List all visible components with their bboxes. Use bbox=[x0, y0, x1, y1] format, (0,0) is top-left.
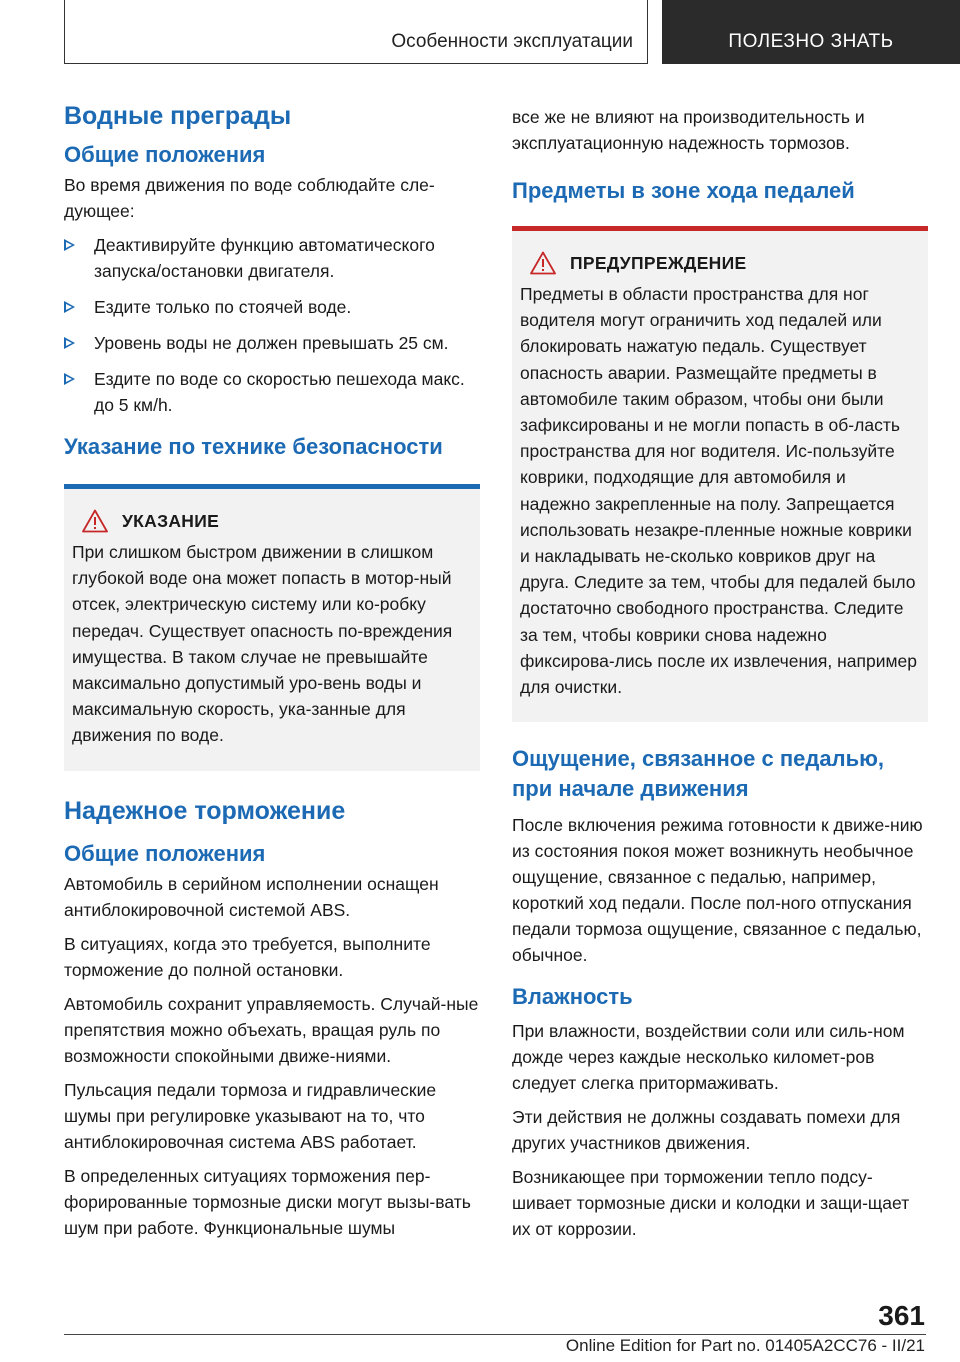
header-section bbox=[64, 0, 648, 64]
water-title: Водные преграды bbox=[64, 102, 292, 130]
braking-p2: В ситуациях, когда это требуется, выполните торможение до полной остановки. bbox=[64, 933, 431, 980]
header-tab-label: ПОЛЕЗНО ЗНАТЬ bbox=[728, 31, 894, 52]
note-label: УКАЗАНИЕ bbox=[122, 510, 220, 531]
water-bullet-list bbox=[64, 232, 480, 418]
warning-triangle-icon bbox=[530, 251, 556, 275]
list-item: Ездите по воде со скоростью пешехода макс. до 5 км/h. bbox=[64, 366, 480, 418]
braking-title: Надежное торможение bbox=[64, 796, 346, 825]
braking-continued: все же не влияют на производительность и эксплуатационную надежность тормозов. bbox=[512, 107, 865, 153]
header-section-title: Особенности эксплуатации bbox=[391, 31, 633, 52]
page-number: 361 bbox=[878, 1300, 925, 1331]
right-column bbox=[512, 104, 928, 1250]
footer-divider bbox=[64, 1334, 926, 1335]
braking-p5: В определенных ситуациях торможения пер-форированные тормозные диски могут вызы-вать шум при работе. Функциональные шумы bbox=[64, 1165, 471, 1238]
list-item: Деактивируйте функцию автоматического запуска/остановки двигателя. bbox=[64, 232, 480, 284]
pedal-feel-text: После включения режима готовности к движе-нию из состояния покоя может возникнуть необычное ощущение, связанное с педалью, например, короткий ход педали. После пол-ного отпускания педали тормоза ощущение, связанное с педалью, обычное. bbox=[512, 815, 923, 966]
bullet-arrow-icon bbox=[64, 337, 75, 349]
note-text: При слишком быстром движении в слишком глубокой воде она может попасть в мотор-ный отсек, электрическую систему или ко-робку передач. Существует опасность по-вреждения имущества. В таком случае не превышайте максимально допустимый уро-вень воды и максимальную скорость, ука-занные для движения по воде. bbox=[72, 542, 453, 746]
general-heading-2: Общие положения bbox=[64, 840, 266, 866]
warning-box bbox=[512, 226, 928, 722]
warning-triangle-icon bbox=[82, 509, 108, 533]
warning-text: Предметы в области пространства для ног водителя могут ограничить ход педалей или блокировать нажатую педаль. Существует опасность аварии. Размещайте предметы в автомобиле таким образом, чтобы они были зафиксированы и не могли попасть в об-ласть пространства для ног водителя. Ис-пользуйте коврики, подходящие для автомобиля и надежно закрепленные на полу. Запрещается использовать незакре-пленные ножные коврики и накладывать не-сколько ковриков друг на друга. Следите за тем, чтобы для педалей было достаточно свободного пространства. Следите за тем, чтобы коврики снова надежно фиксирова-лись после их извлечения, например для очистки. bbox=[520, 284, 917, 698]
braking-p4: Пульсация педали тормоза и гидравлические шумы при регулировке указывают на то, что антиблокировочная система ABS работает. bbox=[64, 1079, 437, 1152]
humidity-p2: Эти действия не должны создавать помехи для других участников движения. bbox=[512, 1107, 901, 1154]
footer-edition: Online Edition for Part no. 01405A2CC76 - II/21 bbox=[565, 1336, 925, 1355]
general-heading-1: Общие положения bbox=[64, 142, 266, 167]
humidity-p1: При влажности, воздействии соли или силь-ном дожде через каждые несколько километ-ров следует слегка притормаживать. bbox=[512, 1021, 905, 1094]
humidity-p3: Возникающее при торможении тепло подсу-шивает тормозные диски и колодки и защи-щает их от коррозии. bbox=[512, 1167, 910, 1240]
pedal-feel-title: Ощущение, связанное с педалью, при начале движения bbox=[512, 746, 885, 802]
safety-title: Указание по технике безопасности bbox=[64, 434, 443, 459]
pedal-title: Предметы в зоне хода педалей bbox=[512, 178, 855, 203]
bullet-arrow-icon bbox=[64, 373, 75, 385]
note-box bbox=[64, 484, 480, 771]
list-item: Ездите только по стоячей воде. bbox=[64, 294, 480, 320]
braking-p1: Автомобиль в серийном исполнении оснащен антиблокировочной системой ABS. bbox=[64, 873, 439, 920]
left-column bbox=[64, 100, 480, 1249]
braking-p3: Автомобиль сохранит управляемость. Случай-ные препятствия можно объехать, вращая руль по возможности спокойными движе-ниями. bbox=[64, 993, 479, 1066]
water-intro: Во время движения по воде соблюдайте сле-дующее: bbox=[64, 175, 435, 221]
bullet-arrow-icon bbox=[64, 239, 75, 251]
header-tab bbox=[662, 0, 960, 64]
list-item: Уровень воды не должен превышать 25 см. bbox=[64, 330, 480, 356]
warning-label: ПРЕДУПРЕЖДЕНИЕ bbox=[570, 252, 747, 273]
bullet-arrow-icon bbox=[64, 301, 75, 313]
humidity-title: Влажность bbox=[512, 984, 633, 1010]
